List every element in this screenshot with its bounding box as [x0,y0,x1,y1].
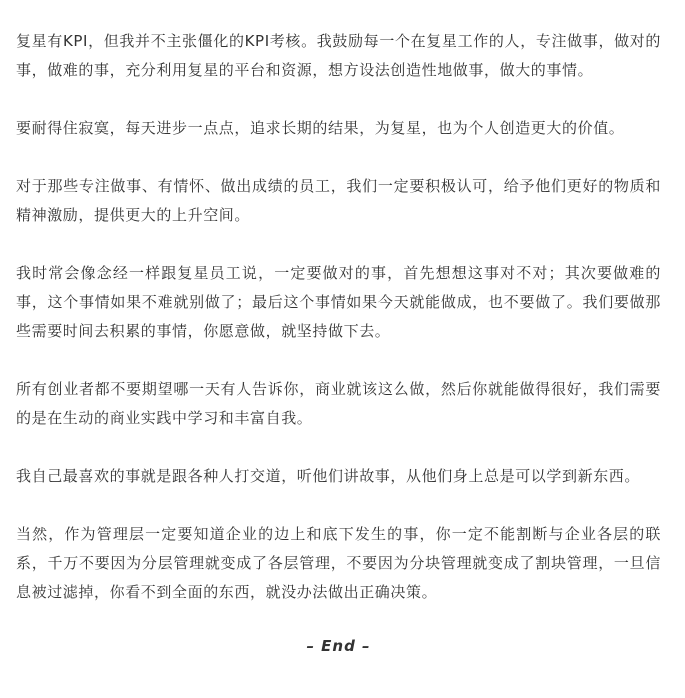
paragraph-7: 当然，作为管理层一定要知道企业的边上和底下发生的事，你一定不能割断与企业各层的联系，千万不要因为分层管理就变成了各层管理，不要因为分块管理就变成了割块管理，一旦信息被过滤掉，你看不到全面的东西，就没办法做出正确决策。 [16,525,661,601]
paragraph-5: 所有创业者都不要期望哪一天有人告诉你，商业就该这么做，然后你就能做得很好，我们需要的是在生动的商业实践中学习和丰富自我。 [16,380,661,427]
paragraph-6: 我自己最喜欢的事就是跟各种人打交道，听他们讲故事，从他们身上总是可以学到新东西。 [16,467,641,485]
paragraph-4: 我时常会像念经一样跟复星员工说，一定要做对的事，首先想想这事对不对；其次要做难的事，这个事情如果不难就别做了；最后这个事情如果今天就能做成，也不要做了。我们要做那些需要时间去积累的事情，你愿意做，就坚持做下去。 [16,264,661,340]
paragraph-2: 要耐得住寂寞，每天进步一点点，追求长期的结果，为复星，也为个人创造更大的价值。 [16,119,625,137]
end-mark: – End – [306,637,371,655]
paragraph-3: 对于那些专注做事、有情怀、做出成绩的员工，我们一定要积极认可，给予他们更好的物质和精神激励，提供更大的上升空间。 [16,177,661,224]
paragraph-1: 复星有KPI，但我并不主张僵化的KPI考核。我鼓励每一个在复星工作的人，专注做事，做对的事，做难的事，充分利用复星的平台和资源，想方设法创造性地做事，做大的事情。 [16,32,661,79]
